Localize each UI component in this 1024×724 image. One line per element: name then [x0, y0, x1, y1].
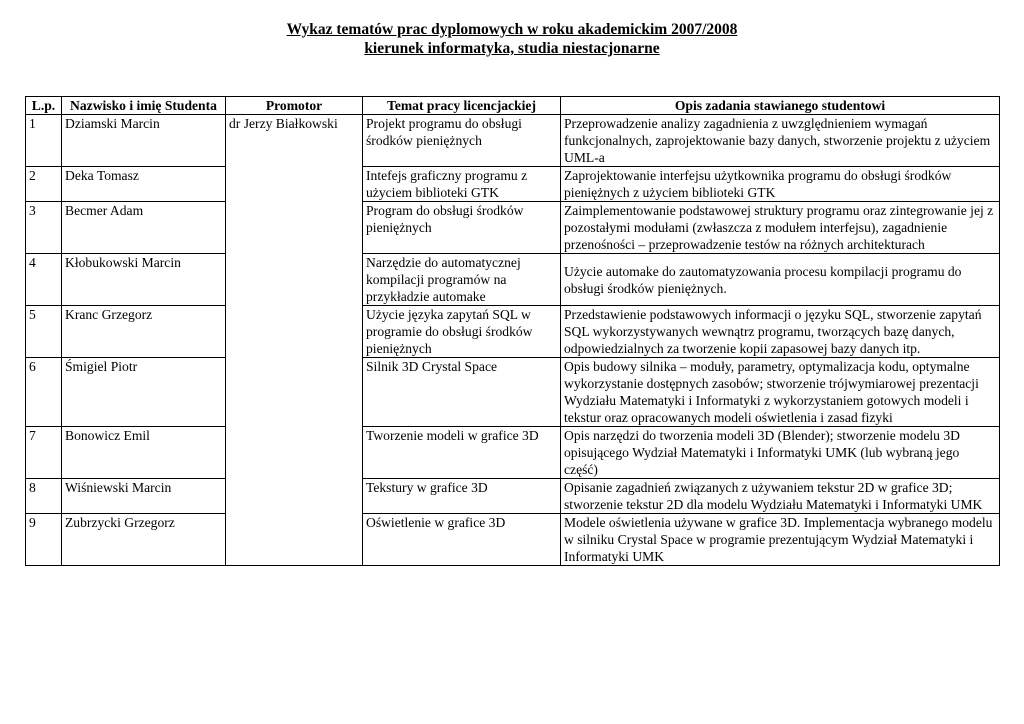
cell-name: Kłobukowski Marcin: [62, 254, 226, 306]
table-row: [26, 167, 1000, 202]
header-promotor: Promotor: [226, 97, 363, 115]
cell-name: Śmigiel Piotr: [62, 358, 226, 427]
header-temat: Temat pracy licencjackiej: [363, 97, 561, 115]
cell-name: Zubrzycki Grzegorz: [62, 514, 226, 566]
thesis-topics-table: [25, 96, 1000, 566]
header-opis: Opis zadania stawianego studentowi: [561, 97, 1000, 115]
table-row: [26, 358, 1000, 427]
cell-lp: 7: [26, 427, 62, 479]
cell-lp: 8: [26, 479, 62, 514]
cell-description: Modele oświetlenia używane w grafice 3D. Implementacja wybranego modelu w silniku Crystal Space w programie prezentującym Wydział Matematyki i Informatyki UMK: [561, 514, 1000, 566]
cell-lp: 2: [26, 167, 62, 202]
cell-topic: Intefejs graficzny programu z użyciem biblioteki GTK: [363, 167, 561, 202]
table-row: [26, 202, 1000, 254]
header-lp: L.p.: [26, 97, 62, 115]
cell-name: Kranc Grzegorz: [62, 306, 226, 358]
cell-lp: 9: [26, 514, 62, 566]
cell-topic: Program do obsługi środków pieniężnych: [363, 202, 561, 254]
cell-description: Opis narzędzi do tworzenia modeli 3D (Blender); stworzenie modelu 3D opisującego Wydział Matematyki i Informatyki UMK (lub wybraną jego część): [561, 427, 1000, 479]
table-row: [26, 427, 1000, 479]
cell-name: Wiśniewski Marcin: [62, 479, 226, 514]
cell-description: Zaimplementowanie podstawowej struktury programu oraz zintegrowanie jej z pozostałymi modułami (zwłaszcza z modułem interfejsu), zagadnienie przenośności – przeprowadzenie testów na różnych architekturach: [561, 202, 1000, 254]
cell-name: Becmer Adam: [62, 202, 226, 254]
cell-name: Dziamski Marcin: [62, 115, 226, 167]
title-line-2: kierunek informatyka, studia niestacjonarne: [364, 40, 660, 57]
cell-description: Zaprojektowanie interfejsu użytkownika programu do obsługi środków pieniężnych z użyciem biblioteki GTK: [561, 167, 1000, 202]
cell-topic: Narzędzie do automatycznej kompilacji programów na przykładzie automake: [363, 254, 561, 306]
cell-lp: 5: [26, 306, 62, 358]
cell-description: Opisanie zagadnień związanych z używaniem tekstur 2D w grafice 3D; stworzenie tekstur 2D dla modelu Wydziału Matematyki i Informatyki UMK: [561, 479, 1000, 514]
cell-description: Opis budowy silnika – moduły, parametry, optymalizacja kodu, optymalne wykorzystanie dostępnych zasobów; stworzenie trójwymiarowej prezentacji Wydziału Matematyki i Informatyki z wykorzystaniem gotowych modeli i tekstur oraz opracowanych modeli oświetlenia i zasad fizyki: [561, 358, 1000, 427]
cell-lp: 3: [26, 202, 62, 254]
cell-lp: 4: [26, 254, 62, 306]
table-row: [26, 254, 1000, 306]
cell-description: Użycie automake do zautomatyzowania procesu kompilacji programu do obsługi środków pieniężnych.: [561, 254, 1000, 306]
cell-topic: Oświetlenie w grafice 3D: [363, 514, 561, 566]
cell-topic: Tworzenie modeli w grafice 3D: [363, 427, 561, 479]
header-nazwisko: Nazwisko i imię Studenta: [62, 97, 226, 115]
cell-name: Bonowicz Emil: [62, 427, 226, 479]
table-header-row: [26, 97, 1000, 115]
table-row: [26, 115, 1000, 167]
table-row: [26, 479, 1000, 514]
table-row: [26, 306, 1000, 358]
table-row: [26, 514, 1000, 566]
title-line-1: Wykaz tematów prac dyplomowych w roku akademickim 2007/2008: [286, 21, 738, 38]
cell-lp: 1: [26, 115, 62, 167]
cell-topic: Użycie języka zapytań SQL w programie do obsługi środków pieniężnych: [363, 306, 561, 358]
cell-lp: 6: [26, 358, 62, 427]
cell-topic: Projekt programu do obsługi środków pieniężnych: [363, 115, 561, 167]
document-title: [0, 20, 1024, 58]
cell-promotor: dr Jerzy Białkowski: [226, 115, 363, 566]
cell-topic: Silnik 3D Crystal Space: [363, 358, 561, 427]
cell-name: Deka Tomasz: [62, 167, 226, 202]
cell-description: Przeprowadzenie analizy zagadnienia z uwzględnieniem wymagań funkcjonalnych, zaprojektowanie bazy danych, stworzenie projektu z użyciem UML-a: [561, 115, 1000, 167]
cell-topic: Tekstury w grafice 3D: [363, 479, 561, 514]
cell-description: Przedstawienie podstawowych informacji o języku SQL, stworzenie zapytań SQL wykorzystywanych wewnątrz programu, tworzących bazę danych, odpowiedzialnych za tworzenie kopii zapasowej bazy danych itp.: [561, 306, 1000, 358]
